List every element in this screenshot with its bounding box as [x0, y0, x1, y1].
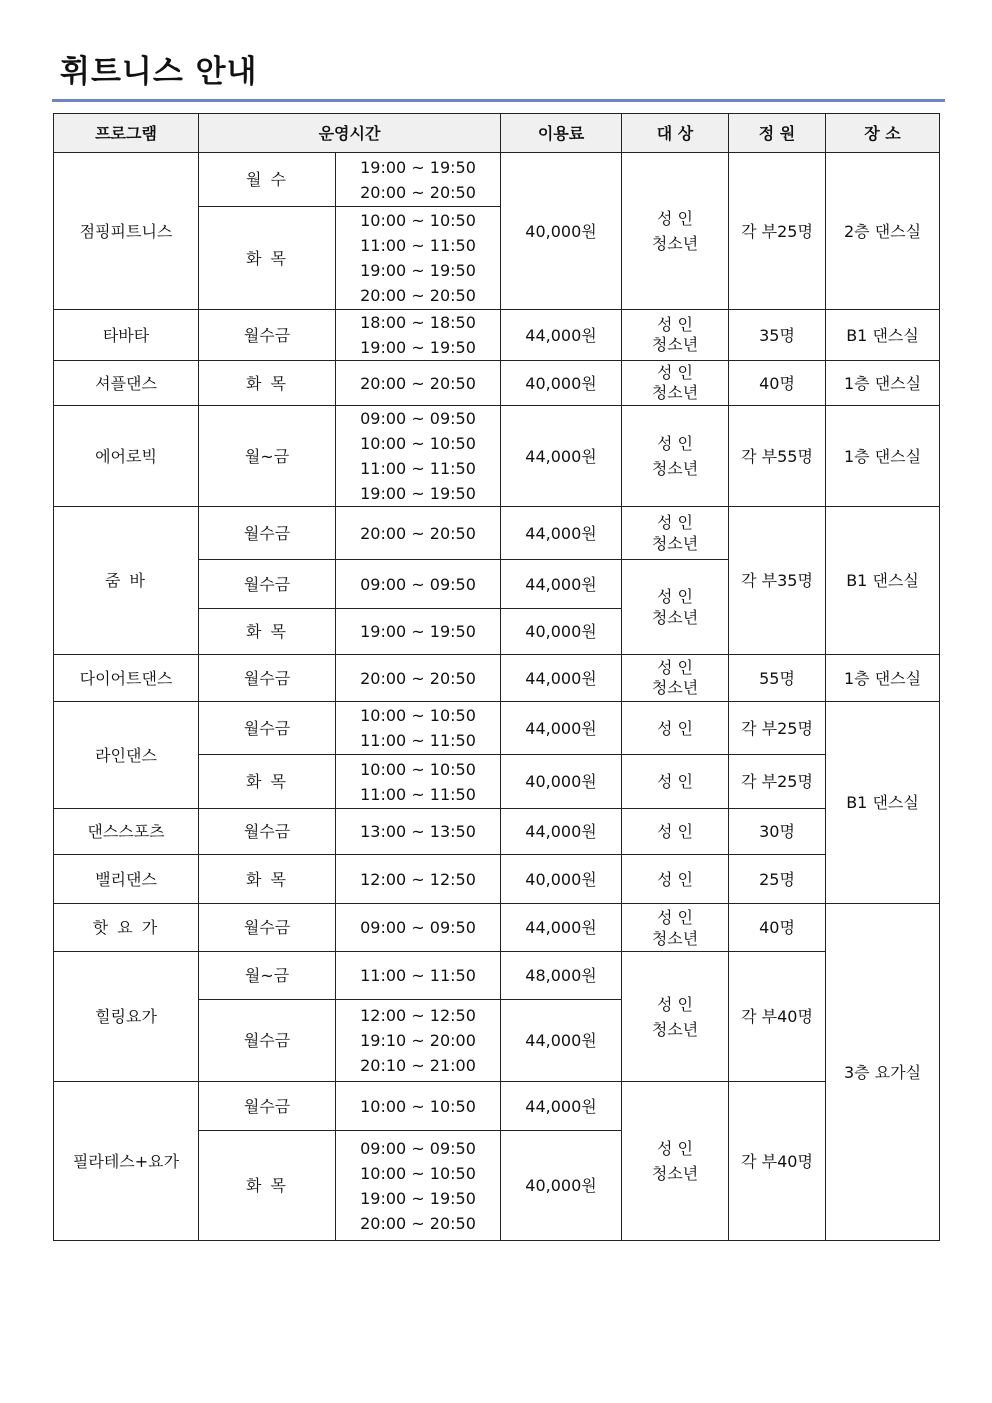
time-cell: 10:00 ~ 10:50 11:00 ~ 11:50: [336, 702, 501, 755]
fee-cell: 40,000원: [501, 755, 622, 809]
capacity-cell: 각 부40명: [729, 952, 826, 1082]
program-cell: 에어로빅: [54, 406, 199, 507]
fee-cell: 40,000원: [501, 1131, 622, 1241]
table-row: [54, 153, 940, 207]
target-cell: 성 인 청소년: [622, 310, 729, 361]
day-cell: 화 목: [199, 361, 336, 406]
day-cell: 화 목: [199, 207, 336, 310]
program-cell: 힐링요가: [54, 952, 199, 1082]
time-cell: 12:00 ~ 12:50 19:10 ~ 20:00 20:10 ~ 21:00: [336, 1000, 501, 1082]
day-cell: 월수금: [199, 809, 336, 855]
day-cell: 월~금: [199, 952, 336, 1000]
target-cell: 성 인 청소년: [622, 153, 729, 310]
table-row: [54, 904, 940, 952]
fee-cell: 40,000원: [501, 153, 622, 310]
place-cell: 3층 요가실: [826, 904, 940, 1241]
time-cell: 12:00 ~ 12:50: [336, 855, 501, 904]
fee-cell: 44,000원: [501, 310, 622, 361]
fee-cell: 44,000원: [501, 560, 622, 609]
program-cell: 댄스스포츠: [54, 809, 199, 855]
program-cell: 필라테스+요가: [54, 1082, 199, 1241]
day-cell: 화 목: [199, 609, 336, 655]
target-cell: 성 인: [622, 755, 729, 809]
place-cell: 1층 댄스실: [826, 406, 940, 507]
time-cell: 13:00 ~ 13:50: [336, 809, 501, 855]
table-row: [54, 1082, 940, 1131]
day-cell: 화 목: [199, 755, 336, 809]
capacity-cell: 35명: [729, 310, 826, 361]
fee-cell: 44,000원: [501, 655, 622, 702]
place-cell: 2층 댄스실: [826, 153, 940, 310]
header-program: 프로그램: [54, 114, 199, 153]
table-row: [54, 361, 940, 406]
target-cell: 성 인 청소년: [622, 952, 729, 1082]
day-cell: 월~금: [199, 406, 336, 507]
place-cell: 1층 댄스실: [826, 655, 940, 702]
fee-cell: 44,000원: [501, 1082, 622, 1131]
header-row: [54, 114, 940, 153]
time-cell: 19:00 ~ 19:50: [336, 609, 501, 655]
day-cell: 월수금: [199, 702, 336, 755]
table-row: [54, 406, 940, 507]
schedule-table: [53, 113, 940, 1241]
time-cell: 20:00 ~ 20:50: [336, 361, 501, 406]
capacity-cell: 55명: [729, 655, 826, 702]
capacity-cell: 각 부25명: [729, 702, 826, 755]
place-cell: B1 댄스실: [826, 310, 940, 361]
time-cell: 09:00 ~ 09:50 10:00 ~ 10:50 11:00 ~ 11:50 19:00 ~ 19:50: [336, 406, 501, 507]
time-cell: 10:00 ~ 10:50 11:00 ~ 11:50 19:00 ~ 19:50 20:00 ~ 20:50: [336, 207, 501, 310]
capacity-cell: 40명: [729, 904, 826, 952]
table-row: [54, 310, 940, 361]
program-cell: 핫 요 가: [54, 904, 199, 952]
time-cell: 18:00 ~ 18:50 19:00 ~ 19:50: [336, 310, 501, 361]
page-title: 휘트니스 안내: [60, 54, 258, 90]
target-cell: 성 인 청소년: [622, 1082, 729, 1241]
header-fee: 이용료: [501, 114, 622, 153]
fee-cell: 40,000원: [501, 855, 622, 904]
time-cell: 09:00 ~ 09:50 10:00 ~ 10:50 19:00 ~ 19:50 20:00 ~ 20:50: [336, 1131, 501, 1241]
time-cell: 20:00 ~ 20:50: [336, 507, 501, 560]
program-cell: 밸리댄스: [54, 855, 199, 904]
fee-cell: 48,000원: [501, 952, 622, 1000]
target-cell: 성 인 청소년: [622, 560, 729, 655]
fee-cell: 40,000원: [501, 361, 622, 406]
table-row: [54, 952, 940, 1000]
table-row: [54, 702, 940, 755]
time-cell: 10:00 ~ 10:50: [336, 1082, 501, 1131]
time-cell: 11:00 ~ 11:50: [336, 952, 501, 1000]
fee-cell: 44,000원: [501, 904, 622, 952]
capacity-cell: 각 부35명: [729, 507, 826, 655]
capacity-cell: 각 부55명: [729, 406, 826, 507]
capacity-cell: 25명: [729, 855, 826, 904]
target-cell: 성 인 청소년: [622, 904, 729, 952]
target-cell: 성 인 청소년: [622, 655, 729, 702]
header-target: 대 상: [622, 114, 729, 153]
day-cell: 월수금: [199, 1082, 336, 1131]
target-cell: 성 인 청소년: [622, 361, 729, 406]
program-cell: 라인댄스: [54, 702, 199, 809]
fee-cell: 40,000원: [501, 609, 622, 655]
header-time: 운영시간: [199, 114, 501, 153]
fee-cell: 44,000원: [501, 809, 622, 855]
capacity-cell: 각 부40명: [729, 1082, 826, 1241]
day-cell: 화 목: [199, 855, 336, 904]
capacity-cell: 40명: [729, 361, 826, 406]
day-cell: 월수금: [199, 655, 336, 702]
table-row: [54, 855, 940, 904]
table-row: [54, 507, 940, 560]
target-cell: 성 인: [622, 855, 729, 904]
program-cell: 다이어트댄스: [54, 655, 199, 702]
fee-cell: 44,000원: [501, 406, 622, 507]
target-cell: 성 인 청소년: [622, 507, 729, 560]
time-cell: 10:00 ~ 10:50 11:00 ~ 11:50: [336, 755, 501, 809]
day-cell: 월 수: [199, 153, 336, 207]
target-cell: 성 인: [622, 702, 729, 755]
header-capacity: 정 원: [729, 114, 826, 153]
time-cell: 19:00 ~ 19:50 20:00 ~ 20:50: [336, 153, 501, 207]
fee-cell: 44,000원: [501, 702, 622, 755]
title-underline: [52, 99, 945, 102]
day-cell: 화 목: [199, 1131, 336, 1241]
place-cell: B1 댄스실: [826, 702, 940, 904]
capacity-cell: 각 부25명: [729, 153, 826, 310]
time-cell: 09:00 ~ 09:50: [336, 560, 501, 609]
place-cell: 1층 댄스실: [826, 361, 940, 406]
target-cell: 성 인: [622, 809, 729, 855]
day-cell: 월수금: [199, 1000, 336, 1082]
program-cell: 점핑피트니스: [54, 153, 199, 310]
day-cell: 월수금: [199, 904, 336, 952]
place-cell: B1 댄스실: [826, 507, 940, 655]
capacity-cell: 각 부25명: [729, 755, 826, 809]
time-cell: 09:00 ~ 09:50: [336, 904, 501, 952]
program-cell: 줌 바: [54, 507, 199, 655]
fee-cell: 44,000원: [501, 507, 622, 560]
table-row: [54, 809, 940, 855]
time-cell: 20:00 ~ 20:50: [336, 655, 501, 702]
day-cell: 월수금: [199, 507, 336, 560]
program-cell: 타바타: [54, 310, 199, 361]
fee-cell: 44,000원: [501, 1000, 622, 1082]
day-cell: 월수금: [199, 560, 336, 609]
day-cell: 월수금: [199, 310, 336, 361]
capacity-cell: 30명: [729, 809, 826, 855]
target-cell: 성 인 청소년: [622, 406, 729, 507]
header-place: 장 소: [826, 114, 940, 153]
table-row: [54, 655, 940, 702]
program-cell: 셔플댄스: [54, 361, 199, 406]
